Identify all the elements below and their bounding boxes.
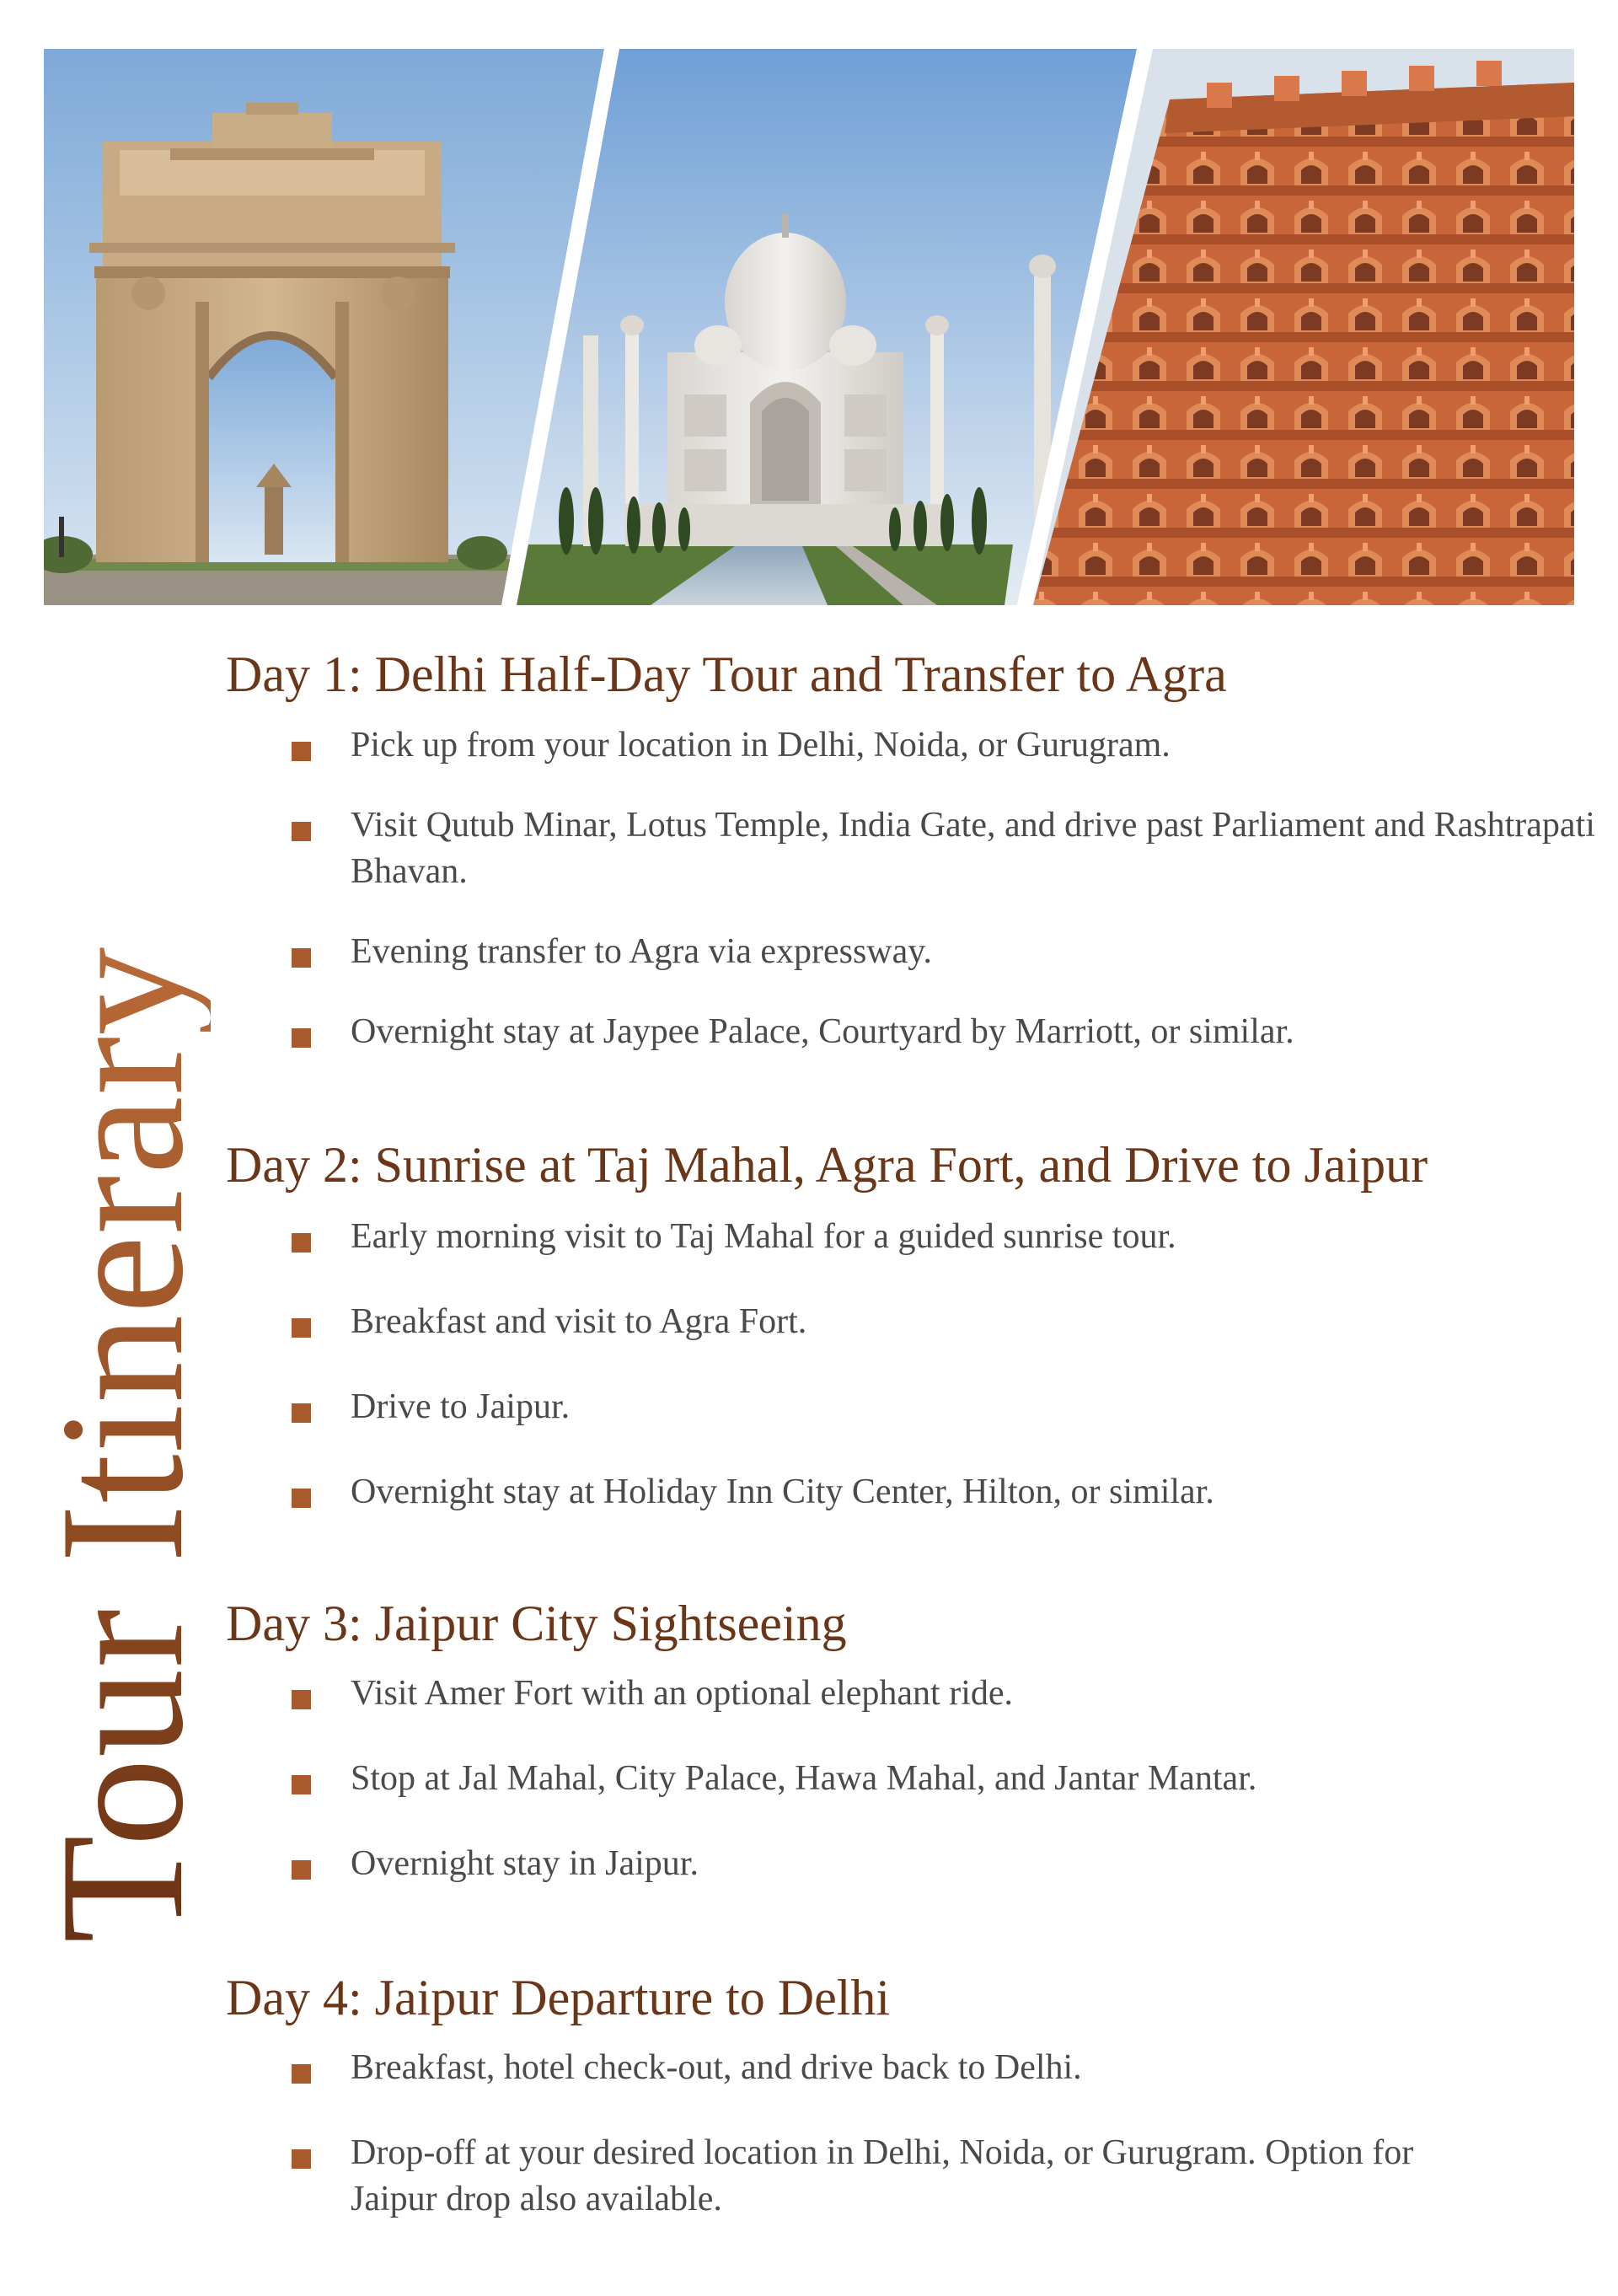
day-4-heading: Day 4: Jaipur Departure to Delhi bbox=[226, 1970, 891, 2025]
square-bullet-icon bbox=[292, 1028, 311, 1048]
list-item-text: Overnight stay at Holiday Inn City Center, Hilton, or similar. bbox=[351, 1473, 1214, 1511]
list-item-text: Early morning visit to Taj Mahal for a guided sunrise tour. bbox=[351, 1217, 1176, 1256]
list-item bbox=[226, 2045, 1591, 2091]
list-item-text: Drop-off at your desired location in Delhi, Noida, or Gurugram. Option for Jaipur drop also available. bbox=[351, 2133, 1414, 2218]
list-item-text: Evening transfer to Agra via expressway. bbox=[351, 932, 933, 971]
day-4-list bbox=[226, 2045, 1591, 2223]
square-bullet-icon bbox=[292, 1318, 311, 1338]
square-bullet-icon bbox=[292, 822, 311, 841]
square-bullet-icon bbox=[292, 1690, 311, 1709]
day-1-list bbox=[226, 722, 1595, 1055]
square-bullet-icon bbox=[292, 1489, 311, 1508]
list-item-text: Breakfast and visit to Agra Fort. bbox=[351, 1302, 807, 1341]
list-item bbox=[226, 1009, 1591, 1055]
hero-banner bbox=[44, 49, 1574, 605]
day-2-heading: Day 2: Sunrise at Taj Mahal, Agra Fort, and Drive to Jaipur bbox=[226, 1137, 1428, 1193]
square-bullet-icon bbox=[292, 1233, 311, 1253]
list-item-text: Breakfast, hotel check-out, and drive back to Delhi. bbox=[351, 2048, 1082, 2087]
list-item bbox=[226, 1214, 1591, 1260]
day-3-heading: Day 3: Jaipur City Sightseeing bbox=[226, 1596, 847, 1651]
list-item-text: Visit Qutub Minar, Lotus Temple, India Gate, and drive past Parliament and Rashtrapati Bhavan. bbox=[351, 806, 1595, 891]
list-item-text: Overnight stay at Jaypee Palace, Courtyard by Marriott, or similar. bbox=[351, 1012, 1294, 1051]
list-item bbox=[226, 929, 1591, 975]
square-bullet-icon bbox=[292, 948, 311, 968]
list-item bbox=[226, 802, 1618, 895]
square-bullet-icon bbox=[292, 1775, 311, 1794]
list-item-text: Stop at Jal Mahal, City Palace, Hawa Mahal, and Jantar Mantar. bbox=[351, 1759, 1257, 1798]
day-3-list bbox=[226, 1671, 1591, 1887]
list-item bbox=[226, 1299, 1591, 1345]
vertical-title-block bbox=[24, 880, 220, 2009]
day-2-list bbox=[226, 1214, 1591, 1515]
list-item bbox=[226, 1841, 1591, 1887]
day-2-section bbox=[226, 1131, 1591, 1515]
day-4-section bbox=[226, 1964, 1591, 2223]
day-1-heading: Day 1: Delhi Half-Day Tour and Transfer to Agra bbox=[226, 646, 1227, 702]
list-item bbox=[226, 1469, 1591, 1515]
list-item bbox=[226, 1671, 1591, 1717]
square-bullet-icon bbox=[292, 2064, 311, 2084]
day-1-section bbox=[226, 641, 1595, 1055]
list-item-text: Overnight stay in Jaipur. bbox=[351, 1844, 699, 1883]
list-item bbox=[226, 722, 1591, 769]
square-bullet-icon bbox=[292, 742, 311, 761]
list-item-text: Drive to Jaipur. bbox=[351, 1387, 571, 1426]
square-bullet-icon bbox=[292, 1403, 311, 1423]
list-item bbox=[226, 1384, 1591, 1430]
square-bullet-icon bbox=[292, 2149, 311, 2169]
square-bullet-icon bbox=[292, 1860, 311, 1880]
list-item-text: Visit Amer Fort with an optional elephant ride. bbox=[351, 1674, 1014, 1713]
list-item bbox=[226, 2130, 1446, 2223]
list-item-text: Pick up from your location in Delhi, Noida, or Gurugram. bbox=[351, 726, 1171, 764]
list-item bbox=[226, 1756, 1591, 1802]
day-3-section bbox=[226, 1590, 1591, 1887]
page-title: Tour Itinerary bbox=[24, 946, 220, 1944]
